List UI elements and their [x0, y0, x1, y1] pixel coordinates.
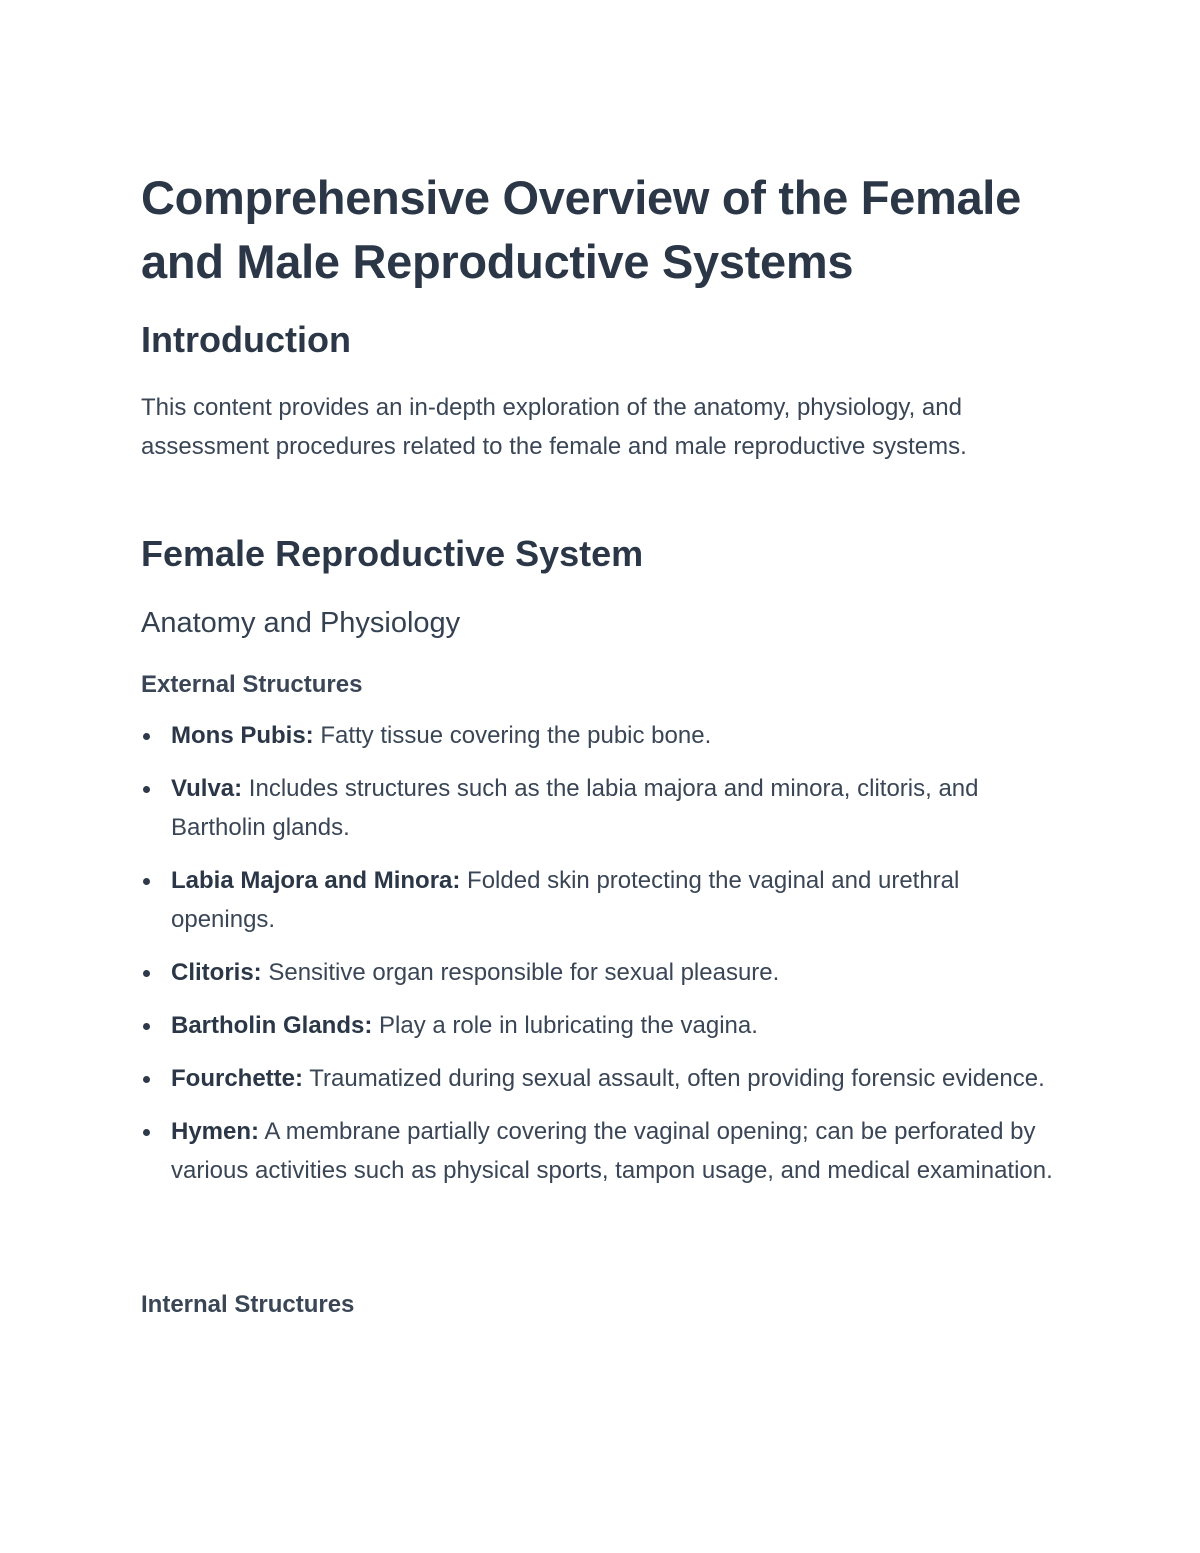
item-description: A membrane partially covering the vaginal opening; can be perforated by various activities such as physical sports, tampon usage, and medical examination.	[171, 1118, 1053, 1184]
list-item	[141, 1006, 1061, 1045]
bullet-icon	[143, 733, 150, 740]
female-section-heading: Female Reproductive System	[141, 533, 644, 574]
item-description: Sensitive organ responsible for sexual pleasure.	[261, 959, 780, 986]
intro-paragraph: This content provides an in-depth exploration of the anatomy, physiology, and assessment procedures related to the female and male reproductive systems.	[141, 394, 967, 460]
bullet-icon	[143, 1076, 150, 1083]
bullet-icon	[143, 786, 150, 793]
list-item	[141, 1112, 1061, 1190]
document-title: Comprehensive Overview of the Female and Male Reproductive Systems	[141, 171, 1021, 288]
external-structures-heading: External Structures	[141, 671, 363, 698]
bullet-icon	[143, 878, 150, 885]
item-description: Play a role in lubricating the vagina.	[372, 1012, 758, 1039]
anatomy-subheading: Anatomy and Physiology	[141, 607, 461, 639]
item-term: Clitoris:	[171, 959, 262, 986]
internal-structures-heading: Internal Structures	[141, 1291, 355, 1318]
bullet-icon	[143, 1129, 150, 1136]
list-item	[141, 1059, 1061, 1098]
list-item	[141, 861, 1061, 939]
item-description: Fatty tissue covering the pubic bone.	[313, 722, 712, 749]
list-item	[141, 716, 1061, 755]
item-description: Traumatized during sexual assault, often providing forensic evidence.	[303, 1065, 1045, 1092]
item-description: Folded skin protecting the vaginal and urethral openings.	[171, 867, 960, 933]
list-item	[141, 769, 1061, 847]
external-structures-list	[141, 716, 1061, 1204]
list-item	[141, 953, 1061, 992]
bullet-icon	[143, 970, 150, 977]
item-term: Bartholin Glands:	[171, 1012, 373, 1039]
item-term: Labia Majora and Minora:	[171, 867, 461, 894]
item-term: Mons Pubis:	[171, 722, 314, 749]
intro-heading: Introduction	[141, 319, 351, 360]
bullet-icon	[143, 1023, 150, 1030]
item-description: Includes structures such as the labia majora and minora, clitoris, and Bartholin glands.	[171, 775, 979, 841]
item-term: Vulva:	[171, 775, 243, 802]
item-term: Hymen:	[171, 1118, 260, 1145]
item-term: Fourchette:	[171, 1065, 303, 1092]
